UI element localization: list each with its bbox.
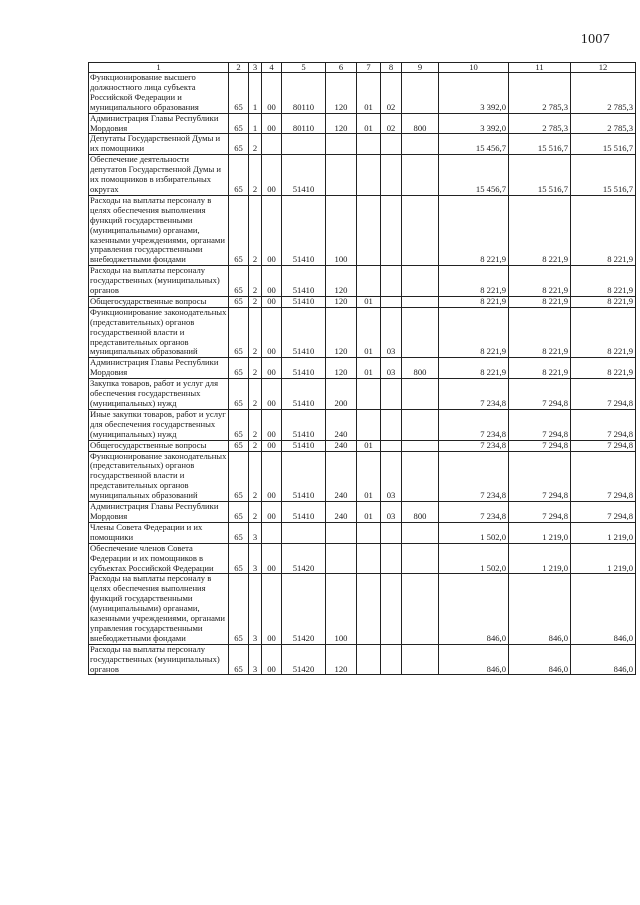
table-cell: 01 [357, 113, 381, 134]
table-cell [402, 296, 439, 307]
table-cell: 1 [249, 73, 262, 114]
table-cell: 02 [381, 113, 402, 134]
table-cell [402, 522, 439, 543]
table-cell: 120 [326, 73, 357, 114]
table-cell: 8 221,9 [439, 296, 509, 307]
table-cell [402, 543, 439, 574]
table-cell [381, 266, 402, 297]
table-cell: 01 [357, 73, 381, 114]
table-cell [381, 574, 402, 644]
table-cell: 100 [326, 195, 357, 265]
table-cell: 03 [381, 502, 402, 523]
table-row [89, 113, 636, 134]
table-cell: 7 294,8 [571, 440, 636, 451]
table-cell: 1 219,0 [509, 543, 571, 574]
table-cell: 120 [326, 296, 357, 307]
row-name-cell: Общегосударственные вопросы [89, 296, 229, 307]
table-cell: 800 [402, 358, 439, 379]
table-cell [357, 522, 381, 543]
column-header-4: 4 [262, 63, 282, 73]
table-cell [402, 440, 439, 451]
table-cell: 2 [249, 440, 262, 451]
table-cell: 120 [326, 644, 357, 675]
table-cell: 120 [326, 358, 357, 379]
column-header-10: 10 [439, 63, 509, 73]
table-cell: 800 [402, 502, 439, 523]
table-cell [402, 409, 439, 440]
table-cell: 8 221,9 [439, 195, 509, 265]
table-cell: 7 294,8 [509, 409, 571, 440]
table-row [89, 440, 636, 451]
row-name-cell: Расходы на выплаты персоналу государственных (муниципальных) органов [89, 644, 229, 675]
table-cell: 65 [229, 307, 249, 358]
table-cell: 80110 [282, 113, 326, 134]
table-cell [402, 195, 439, 265]
table-cell: 00 [262, 502, 282, 523]
table-cell: 120 [326, 307, 357, 358]
table-cell: 2 [249, 379, 262, 410]
table-cell: 1 219,0 [571, 543, 636, 574]
table-cell: 7 234,8 [439, 409, 509, 440]
table-cell: 120 [326, 113, 357, 134]
table-cell: 7 294,8 [509, 502, 571, 523]
table-cell: 65 [229, 296, 249, 307]
table-cell: 8 221,9 [509, 358, 571, 379]
table-cell: 1 219,0 [509, 522, 571, 543]
table-cell: 846,0 [439, 574, 509, 644]
table-cell: 01 [357, 296, 381, 307]
table-row [89, 543, 636, 574]
table-cell: 65 [229, 358, 249, 379]
table-cell: 2 [249, 134, 262, 155]
table-cell: 100 [326, 574, 357, 644]
table-cell: 1 502,0 [439, 522, 509, 543]
table-cell: 00 [262, 113, 282, 134]
table-cell: 3 [249, 574, 262, 644]
row-name-cell: Расходы на выплаты персоналу в целях обеспечения выполнения функций государственными (муниципальными) органами, казенными учреждениями, органами управления государственными внебюджетными фондами [89, 574, 229, 644]
budget-table [88, 62, 636, 675]
row-name-cell: Функционирование законодательных (представительных) органов государственной власти и представительных органов муниципальных образований [89, 451, 229, 502]
table-cell: 7 234,8 [439, 379, 509, 410]
table-cell: 15 516,7 [509, 155, 571, 196]
table-cell: 2 [249, 266, 262, 297]
table-cell: 00 [262, 296, 282, 307]
table-cell: 00 [262, 644, 282, 675]
table-cell: 3 [249, 543, 262, 574]
table-cell [326, 134, 357, 155]
table-cell: 65 [229, 113, 249, 134]
table-cell: 51410 [282, 195, 326, 265]
table-cell: 7 294,8 [509, 451, 571, 502]
column-header-11: 11 [509, 63, 571, 73]
table-cell [381, 522, 402, 543]
table-cell: 800 [402, 113, 439, 134]
table-cell: 00 [262, 195, 282, 265]
table-cell [402, 644, 439, 675]
table-row [89, 451, 636, 502]
table-cell: 8 221,9 [571, 358, 636, 379]
table-cell: 51410 [282, 409, 326, 440]
table-cell: 2 [249, 409, 262, 440]
table-row [89, 307, 636, 358]
table-cell [402, 451, 439, 502]
column-header-3: 3 [249, 63, 262, 73]
table-cell: 03 [381, 307, 402, 358]
table-row [89, 574, 636, 644]
table-cell: 3 [249, 522, 262, 543]
table-cell: 65 [229, 543, 249, 574]
table-cell: 00 [262, 451, 282, 502]
table-cell: 01 [357, 358, 381, 379]
table-cell: 7 234,8 [439, 502, 509, 523]
table-cell [381, 543, 402, 574]
table-cell: 846,0 [509, 574, 571, 644]
table-cell: 01 [357, 440, 381, 451]
table-cell: 2 [249, 307, 262, 358]
table-cell: 02 [381, 73, 402, 114]
table-cell [357, 155, 381, 196]
table-row [89, 155, 636, 196]
table-cell [381, 409, 402, 440]
table-body [89, 73, 636, 675]
table-cell: 51410 [282, 155, 326, 196]
table-cell: 2 785,3 [571, 73, 636, 114]
table-cell: 15 516,7 [509, 134, 571, 155]
table-cell: 2 [249, 358, 262, 379]
table-row [89, 73, 636, 114]
table-cell: 00 [262, 155, 282, 196]
table-cell: 8 221,9 [439, 266, 509, 297]
table-cell [357, 266, 381, 297]
table-cell: 7 294,8 [571, 502, 636, 523]
table-cell: 846,0 [571, 644, 636, 675]
table-cell [381, 155, 402, 196]
table-cell: 1 [249, 113, 262, 134]
table-cell [381, 134, 402, 155]
table-cell: 3 [249, 644, 262, 675]
table-cell: 2 [249, 296, 262, 307]
table-cell [381, 440, 402, 451]
table-cell: 01 [357, 502, 381, 523]
column-header-5: 5 [282, 63, 326, 73]
table-cell [357, 644, 381, 675]
table-cell [402, 307, 439, 358]
table-cell: 01 [357, 307, 381, 358]
table-cell: 00 [262, 379, 282, 410]
table-cell [262, 522, 282, 543]
table-cell: 51410 [282, 358, 326, 379]
table-cell [357, 134, 381, 155]
table-cell: 1 219,0 [571, 522, 636, 543]
table-cell: 8 221,9 [509, 266, 571, 297]
table-cell: 240 [326, 409, 357, 440]
table-cell: 51410 [282, 296, 326, 307]
table-header-row [89, 63, 636, 73]
table-cell: 240 [326, 440, 357, 451]
table-cell [357, 195, 381, 265]
table-cell: 65 [229, 379, 249, 410]
table-cell [357, 409, 381, 440]
table-row [89, 195, 636, 265]
table-cell [357, 379, 381, 410]
table-cell: 15 456,7 [439, 134, 509, 155]
table-cell: 15 516,7 [571, 155, 636, 196]
row-name-cell: Члены Совета Федерации и их помощники [89, 522, 229, 543]
table-cell [326, 522, 357, 543]
column-header-7: 7 [357, 63, 381, 73]
table-row [89, 134, 636, 155]
table-cell: 8 221,9 [509, 195, 571, 265]
table-cell: 7 234,8 [439, 451, 509, 502]
column-header-1: 1 [89, 63, 229, 73]
table-cell [402, 574, 439, 644]
table-cell: 03 [381, 451, 402, 502]
table-cell: 1 502,0 [439, 543, 509, 574]
table-cell [402, 73, 439, 114]
table-cell: 3 392,0 [439, 113, 509, 134]
row-name-cell: Обеспечение деятельности депутатов Государственной Думы и их помощников в избирательных округах [89, 155, 229, 196]
table-cell: 00 [262, 266, 282, 297]
column-header-8: 8 [381, 63, 402, 73]
table-cell: 7 294,8 [571, 379, 636, 410]
table-cell: 00 [262, 409, 282, 440]
table-cell: 8 221,9 [571, 266, 636, 297]
table-cell: 846,0 [571, 574, 636, 644]
table-cell: 00 [262, 358, 282, 379]
table-cell: 65 [229, 155, 249, 196]
column-header-6: 6 [326, 63, 357, 73]
table-cell: 3 392,0 [439, 73, 509, 114]
table-cell [402, 134, 439, 155]
column-header-9: 9 [402, 63, 439, 73]
table-cell: 65 [229, 574, 249, 644]
row-name-cell: Администрация Главы Республики Мордовия [89, 358, 229, 379]
table-cell: 00 [262, 574, 282, 644]
table-cell: 65 [229, 73, 249, 114]
table-cell: 00 [262, 73, 282, 114]
table-cell: 01 [357, 451, 381, 502]
table-cell [381, 296, 402, 307]
table-cell: 2 785,3 [509, 73, 571, 114]
table-cell: 7 294,8 [509, 440, 571, 451]
table-cell: 200 [326, 379, 357, 410]
row-name-cell: Функционирование законодательных (представительных) органов государственной власти и представительных органов муниципальных образований [89, 307, 229, 358]
table-cell: 51410 [282, 451, 326, 502]
table-cell: 2 [249, 195, 262, 265]
table-cell [381, 644, 402, 675]
column-header-2: 2 [229, 63, 249, 73]
table-row [89, 644, 636, 675]
table-cell [326, 543, 357, 574]
row-name-cell: Обеспечение членов Совета Федерации и их помощников в субъектах Российской Федерации [89, 543, 229, 574]
table-cell: 7 234,8 [439, 440, 509, 451]
table-row [89, 358, 636, 379]
table-cell: 240 [326, 502, 357, 523]
table-cell: 8 221,9 [571, 296, 636, 307]
table-cell: 8 221,9 [439, 358, 509, 379]
table-cell: 51420 [282, 644, 326, 675]
table-cell: 2 [249, 155, 262, 196]
table-cell: 65 [229, 195, 249, 265]
table-cell: 120 [326, 266, 357, 297]
table-cell: 03 [381, 358, 402, 379]
table-cell: 846,0 [439, 644, 509, 675]
row-name-cell: Иные закупки товаров, работ и услуг для обеспечения государственных (муниципальных) нужд [89, 409, 229, 440]
table-row [89, 266, 636, 297]
page-number: 1007 [580, 32, 610, 47]
row-name-cell: Депутаты Государственной Думы и их помощники [89, 134, 229, 155]
row-name-cell: Закупка товаров, работ и услуг для обеспечения государственных (муниципальных) нужд [89, 379, 229, 410]
table-cell [402, 266, 439, 297]
table-cell: 7 294,8 [571, 409, 636, 440]
table-row [89, 502, 636, 523]
table-cell: 7 294,8 [571, 451, 636, 502]
row-name-cell: Расходы на выплаты персоналу в целях обеспечения выполнения функций государственными (муниципальными) органами, казенными учреждениями, органами управления государственными внебюджетными фондами [89, 195, 229, 265]
table-cell: 65 [229, 409, 249, 440]
table-cell: 80110 [282, 73, 326, 114]
table-row [89, 296, 636, 307]
table-cell: 51410 [282, 266, 326, 297]
table-cell: 51410 [282, 379, 326, 410]
row-name-cell: Администрация Главы Республики Мордовия [89, 113, 229, 134]
table-cell: 65 [229, 266, 249, 297]
table-cell: 65 [229, 502, 249, 523]
table-cell: 65 [229, 440, 249, 451]
table-cell: 51410 [282, 502, 326, 523]
table-row [89, 409, 636, 440]
table-cell: 15 516,7 [571, 134, 636, 155]
table-cell: 8 221,9 [509, 296, 571, 307]
table-cell: 51410 [282, 440, 326, 451]
table-cell: 00 [262, 307, 282, 358]
row-name-cell: Общегосударственные вопросы [89, 440, 229, 451]
row-name-cell: Расходы на выплаты персоналу государственных (муниципальных) органов [89, 266, 229, 297]
table-cell: 8 221,9 [509, 307, 571, 358]
table-cell [381, 379, 402, 410]
table-cell: 15 456,7 [439, 155, 509, 196]
table-cell [402, 155, 439, 196]
row-name-cell: Администрация Главы Республики Мордовия [89, 502, 229, 523]
table-cell [402, 379, 439, 410]
table-cell [282, 522, 326, 543]
row-name-cell: Функционирование высшего должностного лица субъекта Российской Федерации и муниципального образования [89, 73, 229, 114]
table-cell: 65 [229, 451, 249, 502]
table-cell: 240 [326, 451, 357, 502]
table-cell: 2 785,3 [571, 113, 636, 134]
table-cell: 00 [262, 543, 282, 574]
table-cell: 8 221,9 [571, 195, 636, 265]
table-cell: 51420 [282, 543, 326, 574]
column-header-12: 12 [571, 63, 636, 73]
table-cell [357, 543, 381, 574]
table-cell [381, 195, 402, 265]
table-cell [357, 574, 381, 644]
table-cell: 51420 [282, 574, 326, 644]
table-cell [326, 155, 357, 196]
table-cell [262, 134, 282, 155]
table-cell: 65 [229, 522, 249, 543]
table-cell [282, 134, 326, 155]
table-row [89, 379, 636, 410]
table-cell: 8 221,9 [571, 307, 636, 358]
table-cell: 00 [262, 440, 282, 451]
table-cell: 65 [229, 644, 249, 675]
table-cell: 846,0 [509, 644, 571, 675]
table-cell: 51410 [282, 307, 326, 358]
table-cell: 2 [249, 502, 262, 523]
table-cell: 8 221,9 [439, 307, 509, 358]
table-cell: 2 785,3 [509, 113, 571, 134]
table-cell: 7 294,8 [509, 379, 571, 410]
table-cell: 65 [229, 134, 249, 155]
table-cell: 2 [249, 451, 262, 502]
table-row [89, 522, 636, 543]
